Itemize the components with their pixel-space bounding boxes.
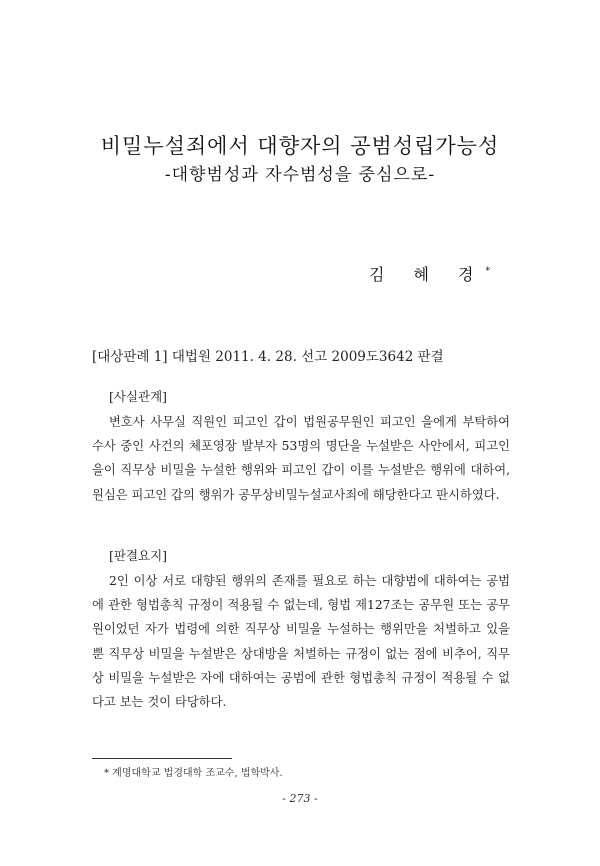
author-name	[369, 262, 490, 285]
author-name-text: 김 혜 경	[368, 265, 486, 284]
footnote-divider	[92, 758, 232, 759]
author-footnote-mark: *	[485, 266, 490, 277]
page-number: - 273 -	[282, 792, 318, 805]
footnote: * 계명대학교 법경대학 조교수, 법학박사.	[104, 768, 283, 779]
facts-paragraph: 변호사 사무실 직원인 피고인 갑이 법원공무원인 피고인 을에게 부탁하여 수사 중인 사건의 체포영장 발부자 53명의 명단을 누설받은 사안에서, 피고인 을이 직무상 비밀을 누설한 행위와 피고인 갑이 이를 누설받은 행위에 대하여, 원심은 피고인 갑의 행위가 공무상비밀누설교사죄에 해당한다고 판시하였다.	[92, 415, 510, 502]
article-title: 비밀누설죄에서 대향자의 공범성립가능성	[100, 134, 500, 158]
case-reference: [대상판례 1] 대법원 2011. 4. 28. 선고 2009도3642 판결	[92, 349, 444, 365]
summary-paragraph: 2인 이상 서로 대향된 행위의 존재를 필요로 하는 대향범에 대하여는 공범에 관한 형법총칙 규정이 적용될 수 없는데, 형법 제127조는 공무원 또는 공무원이었던 자가 법령에 의한 직무상 비밀을 누설하는 행위만을 처벌하고 있을 뿐 직무상 비밀을 누설받은 상대방을 처벌하는 규정이 없는 점에 비추어, 직무상 비밀을 누설받은 자에 대하여는 공범에 관한 형법총칙 규정이 적용될 수 없다고 보는 것이 타당하다.	[92, 574, 510, 710]
summary-heading: [판결요지]	[109, 548, 168, 563]
article-subtitle: -대향범성과 자수범성을 중심으로-	[164, 165, 436, 185]
facts-heading: [사실관계]	[109, 389, 168, 404]
